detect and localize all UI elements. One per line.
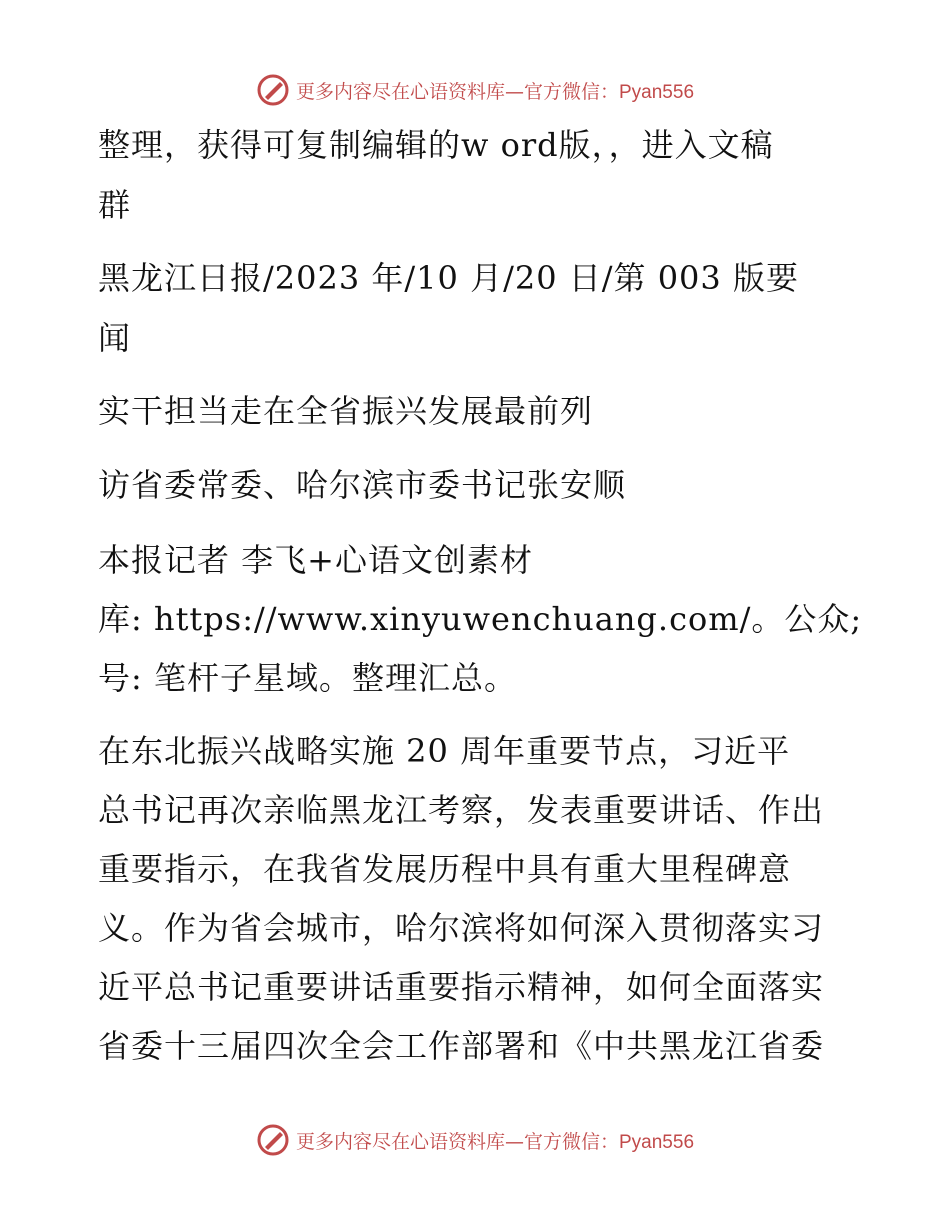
- text-line: 号: 笔杆子星域。整理汇总。: [98, 659, 517, 697]
- text-line: 省委十三届四次全会工作部署和《中共黑龙江省委: [98, 1027, 825, 1065]
- text-line: 重要指示，在我省发展历程中具有重大里程碑意: [98, 850, 792, 888]
- text-line: 黑龙江日报/2023 年/10 月/20 日/第 003 版要: [98, 259, 799, 297]
- text-line: 在东北振兴战略实施 20 周年重要节点，习近平: [98, 732, 791, 770]
- banner-text: 更多内容尽在心语资料库—官方微信：Pyan556: [295, 1130, 695, 1153]
- text-line: 访省委常委、哈尔滨市委书记张安顺: [98, 466, 627, 504]
- footer-watermark: [0, 1120, 950, 1160]
- text-line: 群: [98, 186, 132, 224]
- text-line: 整理，获得可复制编辑的w ord版，，进入文稿: [98, 126, 774, 164]
- logo-icon: [256, 73, 290, 107]
- text-line: 本报记者 李飞+心语文创素材: [98, 541, 533, 579]
- text-line: 近平总书记重要讲话重要指示精神，如何全面落实: [98, 968, 825, 1006]
- logo-icon: [256, 1123, 290, 1157]
- text-line: 总书记再次亲临黑龙江考察，发表重要讲话、作出: [98, 791, 825, 829]
- header-watermark: [0, 70, 950, 110]
- banner-text: 更多内容尽在心语资料库—官方微信：Pyan556: [295, 80, 695, 103]
- text-line: 实干担当走在全省振兴发展最前列: [98, 392, 594, 430]
- text-line: 库: https://www.xinyuwenchuang.com/。公众;: [98, 600, 863, 638]
- text-line: 闻: [98, 319, 132, 357]
- text-line: 义。作为省会城市，哈尔滨将如何深入贯彻落实习: [98, 909, 825, 947]
